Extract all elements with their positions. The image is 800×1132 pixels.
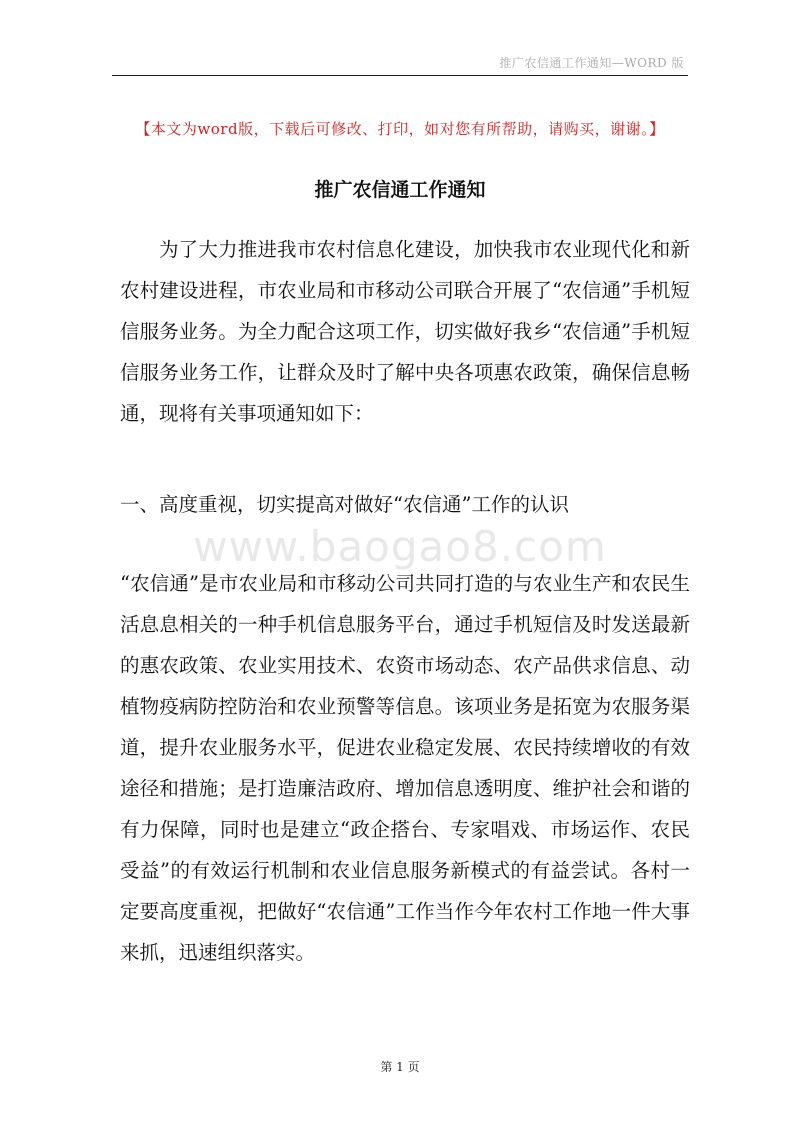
document-title: 推广农信通工作通知	[314, 179, 486, 201]
body-paragraph: “农信通”是市农业局和市移动公司共同打造的与农业生产和农民生活息息相关的一种手机信息服务平台，通过手机短信及时发送最新的惠农政策、农业实用技术、农资市场动态、农产品供求信息、动植物疫病防控防治和农业预警等信息。该项业务是拓宽为农服务渠道，提升农业服务水平，促进农业稳定发展、农民持续增收的有效途径和措施；是打造廉洁政府、增加信息透明度、维护社会和谐的有力保障，同时也是建立“政企搭台、专家唱戏、市场运作、农民受益”的有效运行机制和农业信息服务新模式的有益尝试。各村一定要高度重视，把做好“农信通”工作当作今年农村工作地一件大事来抓，迅速组织落实。	[120, 572, 690, 964]
running-header: 推广农信通工作通知—WORD 版	[499, 56, 684, 70]
purchase-notice: 【本文为word版，下载后可修改、打印，如对您有所帮助，请购买，谢谢。】	[135, 120, 665, 138]
page-number: 第 1 页	[380, 1060, 420, 1074]
section-heading: 一、高度重视，切实提高对做好“农信通”工作的认识	[120, 493, 569, 516]
intro-paragraph: 为了大力推进我市农村信息化建设，加快我市农业现代化和新农村建设进程，市农业局和市移动公司联合开展了“农信通”手机短信服务业务。为全力配合这项工作，切实做好我乡“农信通”手机短信服务业务工作，让群众及时了解中央各项惠农政策，确保信息畅通，现将有关事项通知如下：	[120, 238, 690, 425]
watermark: www.baogao8.com	[193, 522, 607, 571]
header-divider	[112, 75, 688, 76]
